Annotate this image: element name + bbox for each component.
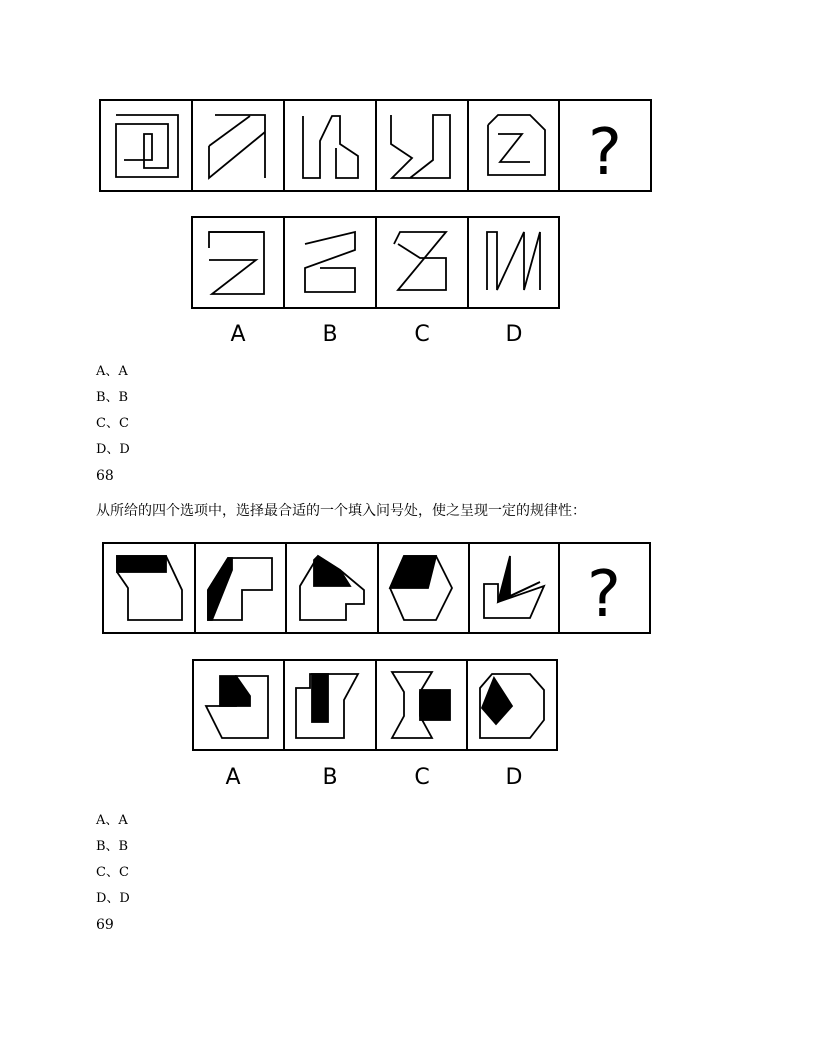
q2-option-c-figure[interactable] <box>392 672 450 738</box>
q1-choice-a[interactable]: A、A <box>96 364 128 379</box>
q2-choice-c[interactable]: C、C <box>96 865 129 880</box>
q2-label-d: D <box>505 765 523 790</box>
q2-option-labels <box>225 765 522 790</box>
q1-sequence-row <box>100 100 651 191</box>
q1-option-a-figure[interactable] <box>209 232 264 294</box>
q1-label-b: B <box>322 322 338 347</box>
question-prompt: 从所给的四个选项中，选择最合适的一个填入问号处，使之呈现一定的规律性： <box>96 503 586 519</box>
q2-label-c: C <box>414 765 430 790</box>
q1-question-mark: ? <box>588 116 622 190</box>
q1-option-labels <box>230 322 522 347</box>
q1-option-b-figure[interactable] <box>305 232 355 292</box>
q2-figure-4 <box>390 556 452 620</box>
q1-choice-d[interactable]: D、D <box>96 442 130 457</box>
q2-question-mark: ? <box>587 558 621 632</box>
question-number: 68 <box>96 468 114 484</box>
q2-choice-d[interactable]: D、D <box>96 891 130 906</box>
question-number: 69 <box>96 917 114 933</box>
q1-figure-5 <box>488 115 545 175</box>
q2-option-a-figure[interactable] <box>206 676 268 738</box>
q1-figure-4 <box>391 115 450 178</box>
q2-label-b: B <box>322 765 338 790</box>
q2-figure-1 <box>117 556 182 620</box>
q2-choice-a[interactable]: A、A <box>96 813 128 828</box>
q2-figure-3 <box>300 556 364 620</box>
q1-label-d: D <box>505 322 523 347</box>
q1-label-c: C <box>414 322 430 347</box>
q2-option-b-figure[interactable] <box>296 674 358 738</box>
q1-option-c-figure[interactable] <box>394 232 446 290</box>
q1-figure-3 <box>303 116 358 178</box>
q2-figure-5 <box>484 556 544 618</box>
q1-option-d-figure[interactable] <box>487 232 540 290</box>
q2-label-a: A <box>225 765 241 790</box>
q1-choice-b[interactable]: B、B <box>96 390 129 405</box>
q2-option-d-figure[interactable] <box>480 674 544 738</box>
q2-figure-2 <box>208 558 272 620</box>
q1-figure-1 <box>116 115 178 177</box>
q1-figure-2 <box>215 115 265 178</box>
q2-sequence-row <box>103 543 650 633</box>
q1-choice-c[interactable]: C、C <box>96 416 129 431</box>
q2-choice-b[interactable]: B、B <box>96 839 129 854</box>
q1-label-a: A <box>230 322 246 347</box>
